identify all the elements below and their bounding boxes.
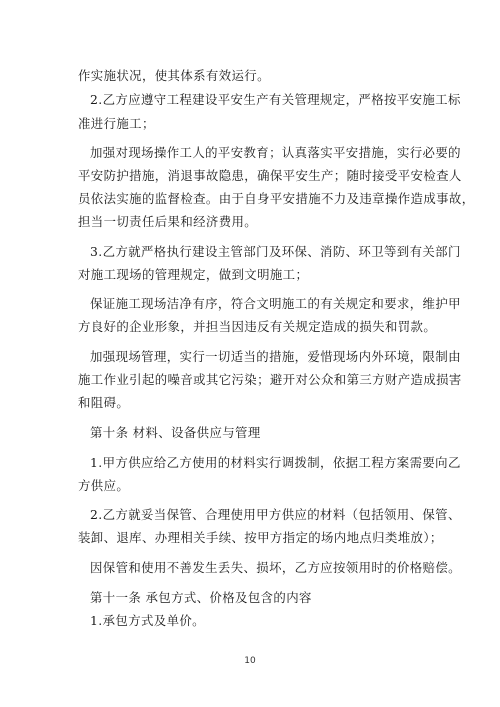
text-line: 和阻碍。 <box>78 395 130 410</box>
text-line: 加强对现场操作工人的平安教育；认真落实平安措施，实行必要的 <box>90 145 461 160</box>
text-line: 2.乙方就妥当保管、合理使用甲方供应的材料（包括领用、保管、 <box>90 507 461 522</box>
text-line: 对施工现场的管理规定，做到文明施工； <box>78 267 309 282</box>
text-line: 1.甲方供应给乙方使用的材料实行调拨制，依据工程方案需要向乙 <box>90 455 461 470</box>
text-line: 员依法实施的监督检查。由于自身平安措施不力及违章操作造成事故， <box>78 191 475 206</box>
text-line: 担当一切责任后果和经济费用。 <box>78 214 258 229</box>
text-line: 加强现场管理，实行一切适当的措施，爱惜现场内外环境，限制由 <box>90 349 461 364</box>
text-line: 保证施工现场洁净有序，符合文明施工的有关规定和要求，维护甲 <box>90 296 461 311</box>
text-line: 方供应。 <box>78 478 130 493</box>
text-line: 施工作业引起的噪音或其它污染；避开对公众和第三方财产造成损害 <box>78 372 462 387</box>
text-line: 方良好的企业形象，并担当因违反有关规定造成的损失和罚款。 <box>78 319 437 334</box>
section-heading: 第十条 材料、设备供应与管理 <box>90 425 261 440</box>
text-line: 因保管和使用不善发生丢失、损坏，乙方应按领用时的价格赔偿。 <box>90 560 461 575</box>
section-heading: 第十一条 承包方式、价格及包含的内容 <box>90 590 312 605</box>
text-line: 3.乙方就严格执行建设主管部门及环保、消防、环卫等到有关部门 <box>90 244 461 259</box>
text-line: 作实施状况，使其体系有效运行。 <box>78 68 270 83</box>
text-line: 2.乙方应遵守工程建设平安生产有关管理规定，严格按平安施工标 <box>90 92 461 107</box>
page-number: 10 <box>244 656 256 666</box>
text-line: 准进行施工； <box>78 116 155 131</box>
text-line: 装卸、退库、办理相关手续、按甲方指定的场内地点归类堆放）； <box>78 530 443 545</box>
text-line: 平安防护措施，消退事故隐患，确保平安生产；随时接受平安检查人 <box>78 168 462 183</box>
text-line: 1.承包方式及单价。 <box>90 613 205 628</box>
